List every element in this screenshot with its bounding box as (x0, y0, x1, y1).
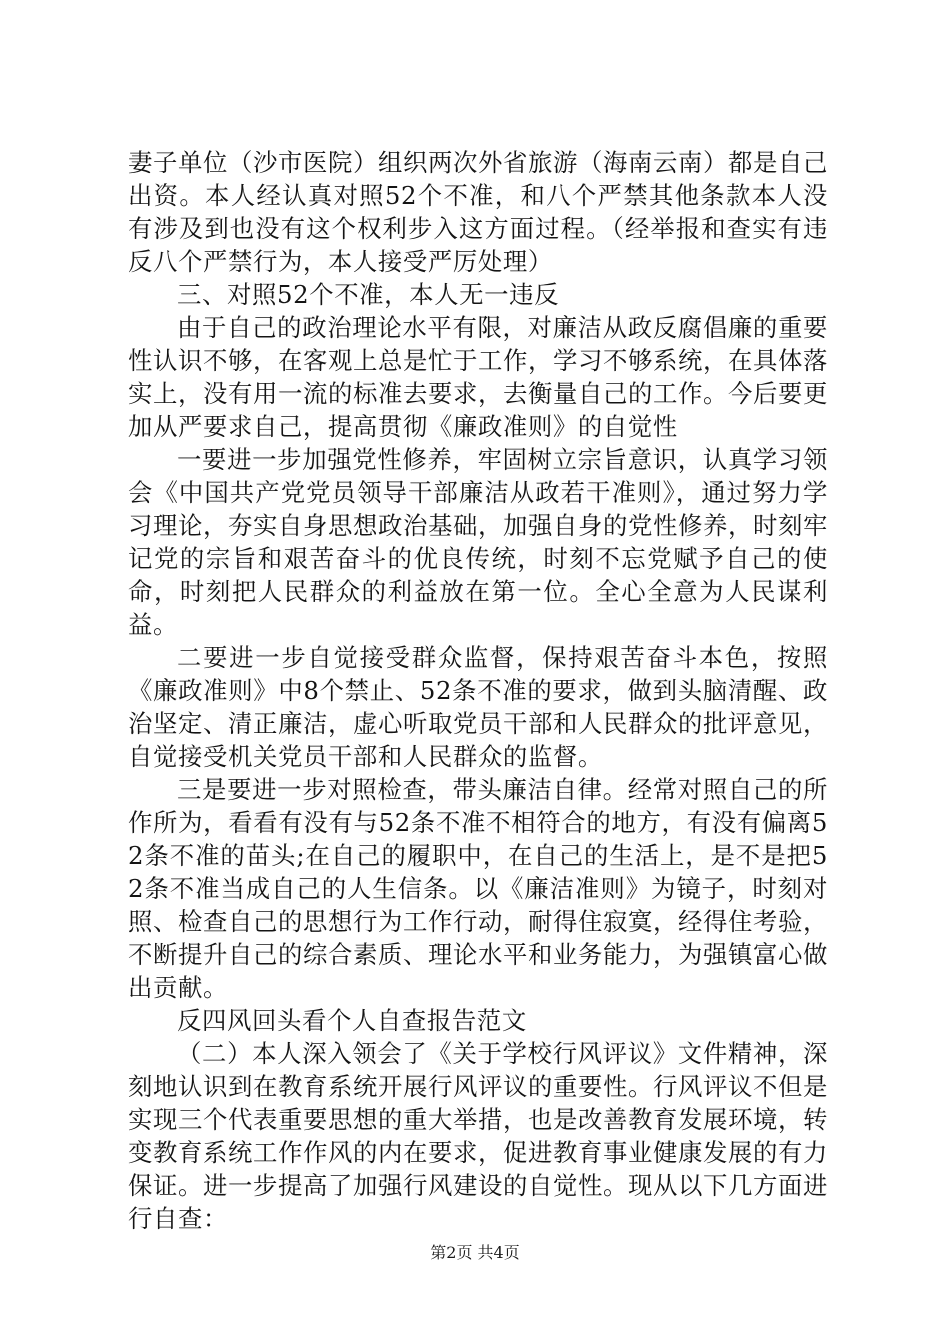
paragraph: 三是要进一步对照检查，带头廉洁自律。经常对照自己的所作所为，看看有没有与52条不准不相符合的地方，有没有偏离52条不准的苗头;在自己的履职中，在自己的生活上，是不是把52条不准当成自己的人生信条。以《廉洁准则》为镜子，时刻对照、检查自己的思想行为工作行动，耐得住寂寞，经得住考验，不断提升自己的综合素质、理论水平和业务能力，为强镇富心做出贡献。 (128, 775, 828, 1002)
paragraph: 一要进一步加强党性修养，牢固树立宗旨意识，认真学习领会《中国共产党党员领导干部廉洁从政若干准则》，通过努力学习理论，夯实自身思想政治基础，加强自身的党性修养，时刻牢记党的宗旨和艰苦奋斗的优良传统，时刻不忘党赋予自己的使命，时刻把人民群众的利益放在第一位。全心全意为人民谋利益。 (128, 445, 828, 639)
document-body (128, 146, 828, 1235)
paragraph: （二）本人深入领会了《关于学校行风评议》文件精神，深刻地认识到在教育系统开展行风评议的重要性。行风评议不但是实现三个代表重要思想的重大举措，也是改善教育发展环境，转变教育系统工作作风的内在要求，促进教育事业健康发展的有力保证。进一步提高了加强行风建设的自觉性。现从以下几方面进行自查： (128, 1039, 828, 1233)
page-number-footer: 第2页 共4页 (430, 1243, 520, 1262)
paragraph: 二要进一步自觉接受群众监督，保持艰苦奋斗本色，按照《廉政准则》中8个禁止、52条不准的要求，做到头脑清醒、政治坚定、清正廉洁，虚心听取党员干部和人民群众的批评意见，自觉接受机关党员干部和人民群众的监督。 (128, 643, 828, 771)
paragraph: 妻子单位（沙市医院）组织两次外省旅游（海南云南）都是自己出资。本人经认真对照52个不准，和八个严禁其他条款本人没有涉及到也没有这个权利步入这方面过程。（经举报和查实有违反八个严禁行为，本人接受严厉处理） (128, 148, 828, 276)
section-heading: 三、对照52个不准，本人无一违反 (177, 280, 560, 309)
section-heading: 反四风回头看个人自查报告范文 (177, 1006, 527, 1035)
paragraph: 由于自己的政治理论水平有限，对廉洁从政反腐倡廉的重要性认识不够，在客观上总是忙于工作，学习不够系统，在具体落实上，没有用一流的标准去要求，去衡量自己的工作。今后要更加从严要求自己，提高贯彻《廉政准则》的自觉性 (128, 313, 828, 441)
